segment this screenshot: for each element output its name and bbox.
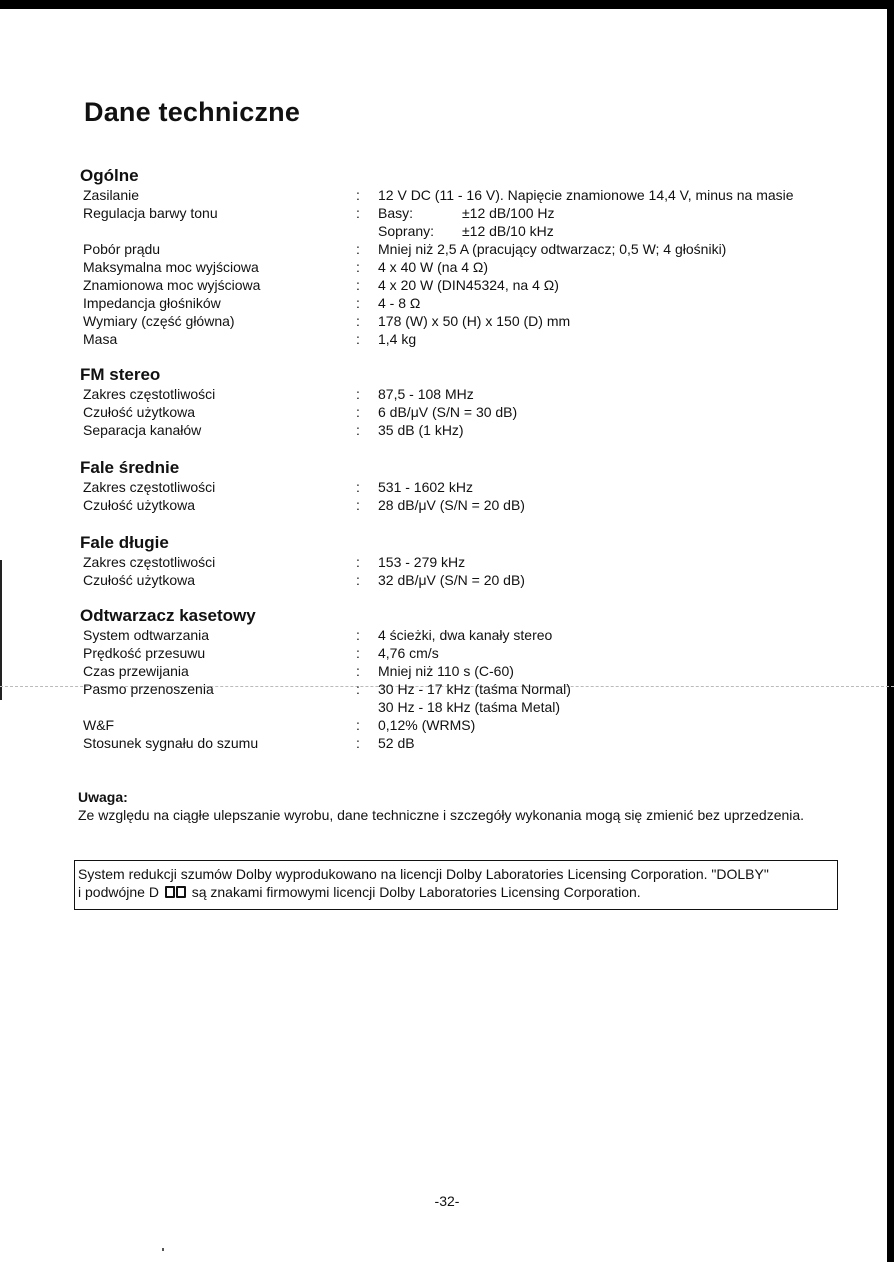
- spec-value-key: Soprany:: [378, 223, 435, 239]
- spec-value: 30 Hz - 17 kHz (taśma Normal): [378, 681, 571, 697]
- spec-value: [378, 222, 554, 240]
- spec-value: [378, 204, 555, 222]
- spec-separator: :: [356, 295, 360, 311]
- spec-separator: :: [356, 331, 360, 347]
- spec-row: [80, 698, 840, 716]
- spec-separator: :: [356, 241, 360, 257]
- section-title: Ogólne: [80, 166, 139, 185]
- section-title: Fale długie: [80, 533, 169, 552]
- spec-row: [80, 644, 840, 662]
- spec-row: [80, 222, 840, 240]
- spec-rows: [80, 553, 840, 589]
- spec-label: Separacja kanałów: [83, 422, 202, 438]
- spec-label: Znamionowa moc wyjściowa: [83, 277, 261, 293]
- section-title: FM stereo: [80, 365, 161, 384]
- dolby-notice-box: [74, 860, 838, 910]
- spec-row: [80, 626, 840, 644]
- spec-value: 4 x 40 W (na 4 Ω): [378, 259, 489, 275]
- note-text: Ze względu na ciągłe ulepszanie wyrobu, dane techniczne i szczegóły wykonania mogą się zmienić bez uprzedzenia.: [78, 807, 805, 823]
- spec-value: 531 - 1602 kHz: [378, 479, 473, 495]
- spec-value: 0,12% (WRMS): [378, 717, 476, 733]
- spec-label: Czułość użytkowa: [83, 404, 196, 420]
- spec-value-key: Basy:: [378, 205, 414, 221]
- dolby-text-after: są znakami firmowymi licencji Dolby Laboratories Licensing Corporation.: [191, 884, 641, 900]
- spec-separator: :: [356, 205, 360, 221]
- spec-row: [80, 186, 840, 204]
- spec-separator: :: [356, 572, 360, 588]
- spec-label: System odtwarzania: [83, 627, 210, 643]
- spec-label: Masa: [83, 331, 118, 347]
- spec-value: 1,4 kg: [378, 331, 417, 347]
- spec-value: 32 dB/μV (S/N = 20 dB): [378, 572, 525, 588]
- spec-row: [80, 204, 840, 222]
- spec-separator: :: [356, 313, 360, 329]
- spec-separator: :: [356, 479, 360, 495]
- spec-separator: :: [356, 386, 360, 402]
- spec-rows: [80, 385, 840, 439]
- spec-row: [80, 276, 840, 294]
- spec-label: Maksymalna moc wyjściowa: [83, 259, 259, 275]
- spec-row: [80, 312, 840, 330]
- spec-label: Impedancja głośników: [83, 295, 221, 311]
- spec-row: [80, 385, 840, 403]
- spec-separator: :: [356, 717, 360, 733]
- spec-separator: :: [356, 187, 360, 203]
- section-fale-dlugie: [80, 532, 840, 589]
- scan-edge-left: [0, 560, 2, 700]
- spec-separator: :: [356, 404, 360, 420]
- scan-edge-right: [887, 0, 894, 1262]
- spec-label: W&F: [83, 717, 115, 733]
- spec-value: 4 ścieżki, dwa kanały stereo: [378, 627, 553, 643]
- spec-separator: :: [356, 422, 360, 438]
- spec-rows: [80, 626, 840, 752]
- spec-row: [80, 571, 840, 589]
- spec-value: 178 (W) x 50 (H) x 150 (D) mm: [378, 313, 571, 329]
- spec-row: [80, 553, 840, 571]
- spec-label: Prędkość przesuwu: [83, 645, 206, 661]
- spec-value: Mniej niż 2,5 A (pracujący odtwarzacz; 0,5 W; 4 głośniki): [378, 241, 727, 257]
- scan-speck: [162, 1248, 164, 1251]
- spec-row: [80, 240, 840, 258]
- dolby-notice-line-1: System redukcji szumów Dolby wyprodukowano na licencji Dolby Laboratories Licensing Corporation. "DOLBY": [78, 866, 769, 882]
- section-fale-srednie: [80, 457, 840, 514]
- spec-label: Stosunek sygnału do szumu: [83, 735, 259, 751]
- spec-value-text: ±12 dB/100 Hz: [462, 205, 555, 221]
- spec-value: 153 - 279 kHz: [378, 554, 466, 570]
- spec-separator: :: [356, 277, 360, 293]
- spec-row: [80, 662, 840, 680]
- spec-label: Wymiary (część główna): [83, 313, 235, 329]
- spec-label: Regulacja barwy tonu: [83, 205, 218, 221]
- spec-value: 4 - 8 Ω: [378, 295, 421, 311]
- spec-separator: :: [356, 681, 360, 697]
- spec-separator: :: [356, 663, 360, 679]
- spec-label: Czułość użytkowa: [83, 572, 196, 588]
- dolby-notice-line-2: [78, 883, 834, 901]
- spec-label: Zakres częstotliwości: [83, 479, 216, 495]
- page-title: Dane techniczne: [84, 97, 301, 127]
- spec-row: [80, 258, 840, 276]
- spec-rows: [80, 186, 840, 348]
- spec-value: Mniej niż 110 s (C-60): [378, 663, 514, 679]
- section-odtwarzacz-kasetowy: [80, 605, 840, 752]
- spec-row: [80, 478, 840, 496]
- spec-label: Czułość użytkowa: [83, 497, 196, 513]
- section-title: Odtwarzacz kasetowy: [80, 606, 256, 625]
- dolby-text-before: i podwójne D: [78, 884, 159, 900]
- scan-edge-top: [0, 0, 894, 9]
- spec-value-text: ±12 dB/10 kHz: [462, 223, 554, 239]
- spec-label: Pasmo przenoszenia: [83, 681, 214, 697]
- section-ogolne: [80, 165, 840, 348]
- spec-row: [80, 496, 840, 514]
- spec-row: [80, 330, 840, 348]
- spec-separator: :: [356, 554, 360, 570]
- spec-label: Zakres częstotliwości: [83, 554, 216, 570]
- spec-row: [80, 680, 840, 698]
- spec-row: [80, 403, 840, 421]
- spec-separator: :: [356, 497, 360, 513]
- spec-separator: :: [356, 735, 360, 751]
- spec-row: [80, 294, 840, 312]
- spec-value: 52 dB: [378, 735, 415, 751]
- spec-value: 4 x 20 W (DIN45324, na 4 Ω): [378, 277, 559, 293]
- spec-label: Zakres częstotliwości: [83, 386, 216, 402]
- spec-value: 4,76 cm/s: [378, 645, 439, 661]
- spec-value: 12 V DC (11 - 16 V). Napięcie znamionowe 14,4 V, minus na masie: [378, 187, 794, 203]
- spec-value: 35 dB (1 kHz): [378, 422, 464, 438]
- spec-label: Czas przewijania: [83, 663, 189, 679]
- spec-separator: :: [356, 627, 360, 643]
- spec-row: [80, 716, 840, 734]
- spec-value: 87,5 - 108 MHz: [378, 386, 474, 402]
- spec-row: [80, 421, 840, 439]
- spec-value: 6 dB/μV (S/N = 30 dB): [378, 404, 518, 420]
- spec-separator: :: [356, 259, 360, 275]
- note: [78, 788, 834, 824]
- spec-value: 30 Hz - 18 kHz (taśma Metal): [378, 699, 561, 715]
- spec-label: Pobór prądu: [83, 241, 161, 257]
- section-title: Fale średnie: [80, 458, 180, 477]
- spec-separator: :: [356, 645, 360, 661]
- note-title: Uwaga:: [78, 789, 128, 805]
- section-fm-stereo: [80, 364, 840, 439]
- spec-value: 28 dB/μV (S/N = 20 dB): [378, 497, 525, 513]
- spec-label: Zasilanie: [83, 187, 140, 203]
- spec-rows: [80, 478, 840, 514]
- double-d-logo-icon: [165, 886, 186, 898]
- spec-row: [80, 734, 840, 752]
- page-number: -32-: [434, 1193, 460, 1209]
